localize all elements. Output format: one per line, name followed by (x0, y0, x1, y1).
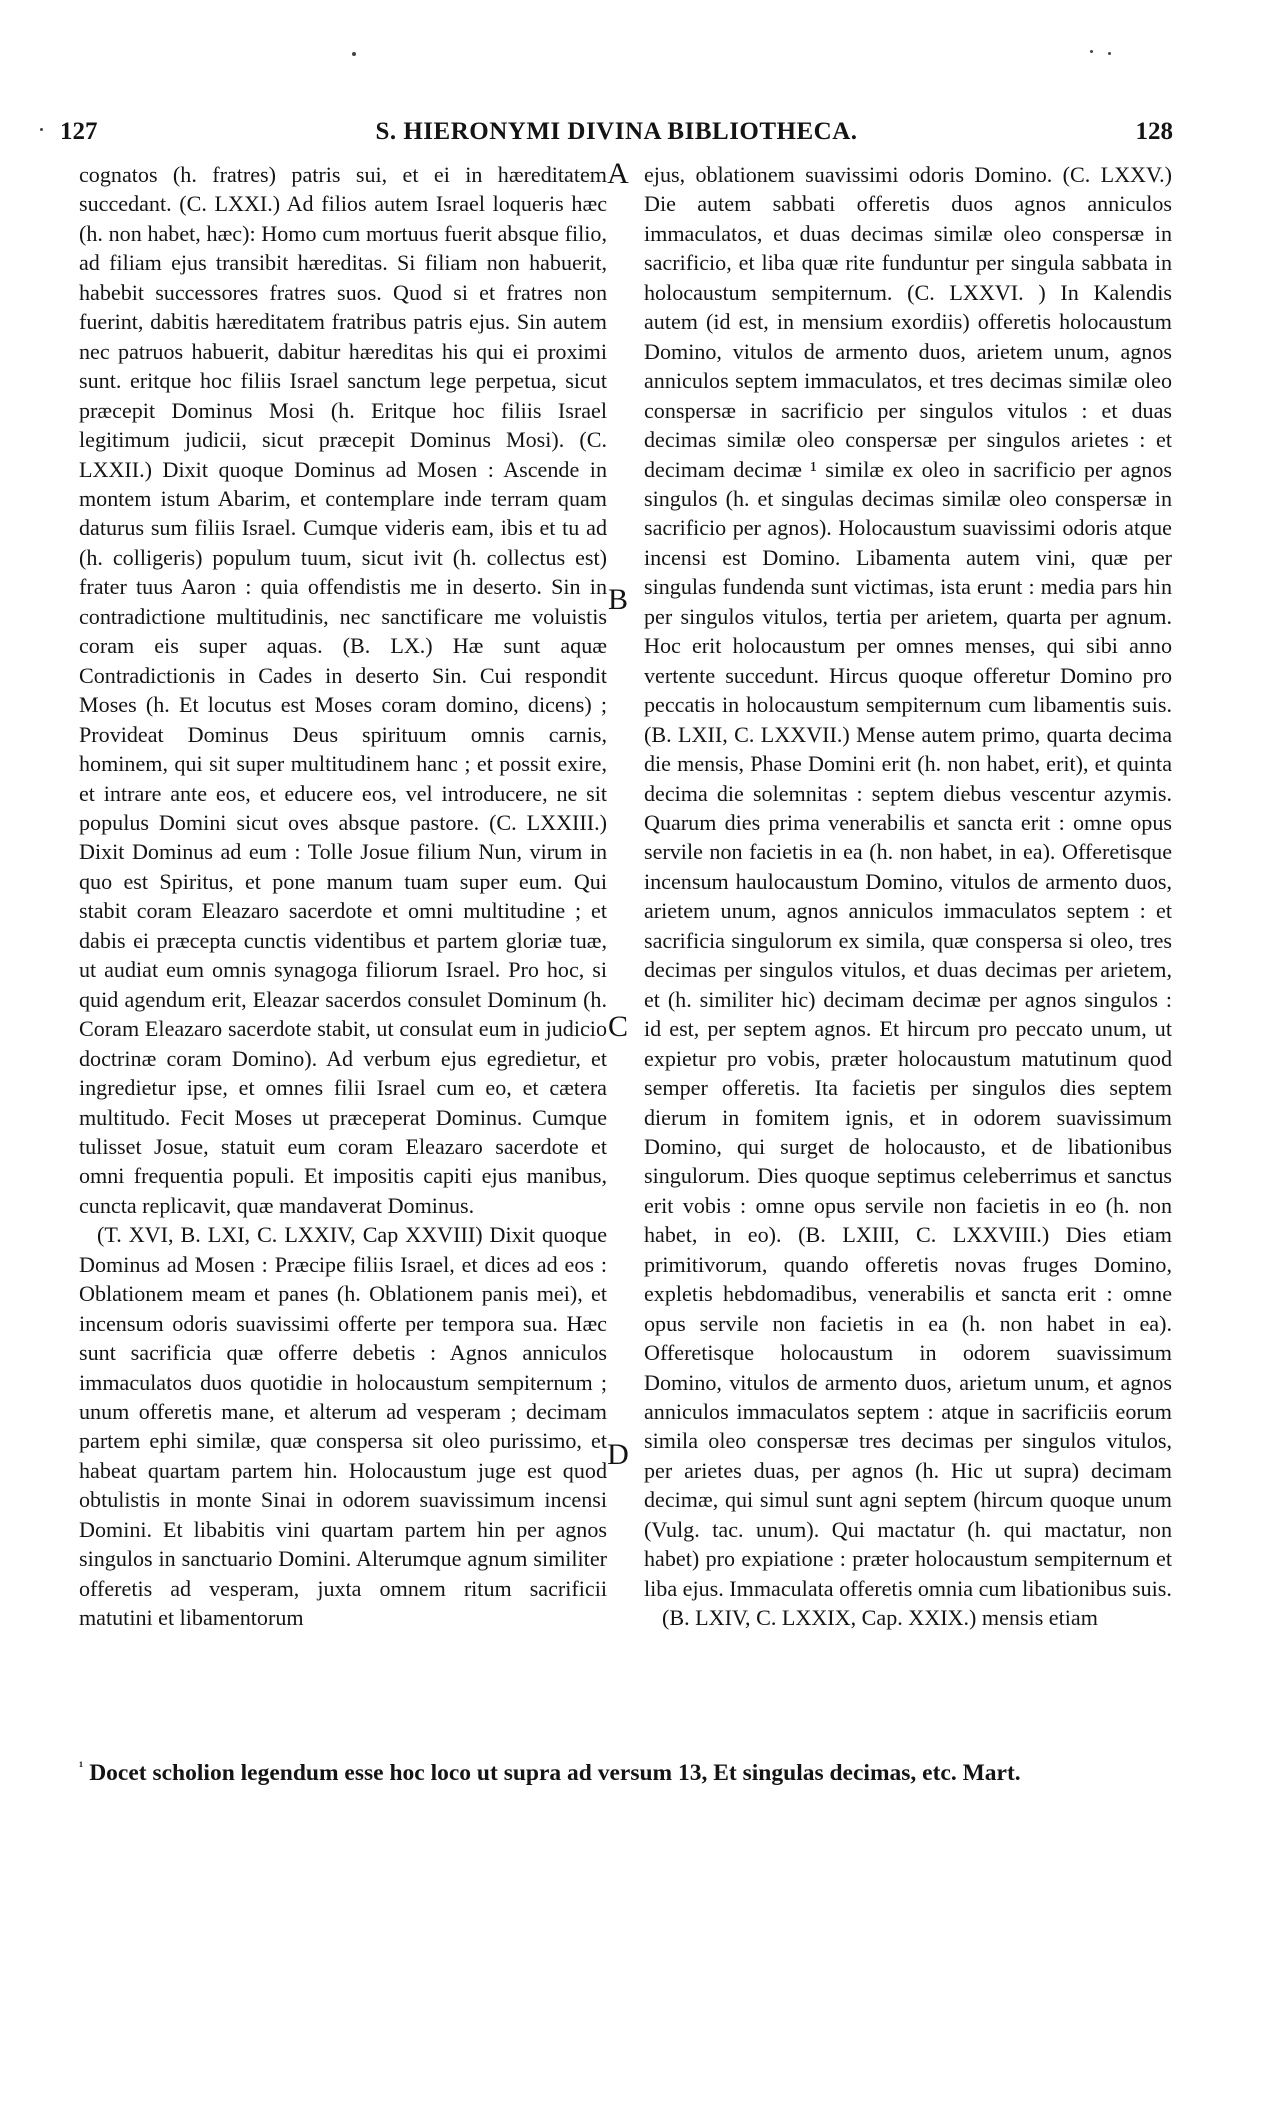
left-paragraph: (T. XVI, B. LXI, C. LXXIV, Cap XXVIII) Dixit quoque Dominus ad Mosen : Præcipe filiis Israel, et dices ad eos : Oblationem meam et panes (h. Oblationem panis mei), et incensum odoris suavissimi offerte per tempora sua. Hæc sunt sacrificia quæ offerre debetis : Agnos anniculos immaculatos duos quotidie in holocaustum sempiternum ; unum offeretis mane, et alterum ad vesperam ; decimam partem ephi similæ, quæ conspersa sit oleo purissimo, et habeat quartam partem hin. Holocaustum juge est quod obtulistis in monte Sinai in odorem suavissimum incensi Domini. Et libabitis vini quartam partem hin per agnos singulos in sanctuario Domini. Alterumque agnum similiter offeretis ad vesperam, juxta omnem ritum sacrificii matutini et libamentorum (79, 1222, 607, 1631)
footnote (79, 1753, 1172, 1788)
margin-marker-c: C (607, 1010, 628, 1043)
margin-marker-b: B (607, 583, 628, 616)
right-page-number: 128 (1135, 118, 1173, 145)
right-column (644, 160, 1172, 1633)
print-speck (40, 128, 43, 131)
left-page-number: 127 (60, 118, 98, 145)
right-paragraph: (B. LXIV, C. LXXIX, Cap. XXIX.) mensis etiam (662, 1605, 1098, 1631)
running-title: S. HIERONYMI DIVINA BIBLIOTHECA. (375, 118, 858, 145)
right-paragraph: ejus, oblationem suavissimi odoris Domino. (C. LXXV.) Die autem sabbati offeretis duos agnos anniculos immaculatos, et duas decimas similæ oleo conspersæ in sacrificio, et liba quæ rite funduntur per singula sabbata in holocaustum sempiternum. (C. LXXVI. ) In Kalendis autem (id est, in mensium exordiis) offeretis holocaustum Domino, vitulos de armento duos, arietem unum, agnos anniculos septem immaculatos, et tres decimas similæ oleo conspersæ in sacrificio per singulos vitulos : et duas decimas similæ oleo conspersæ per singulos arietes : et decimam decimæ ¹ similæ ex oleo in sacrificio per agnos singulos (h. et singulas decimas similæ oleo conspersæ in sacrificio per agnos). Holocaustum suavissimi odoris atque incensi est Domino. Libamenta autem vini, quæ per singulas fundenda sunt victimas, ista erunt : media pars hin per singulos vitulos, tertia per arietem, quarta per agnum. Hoc erit holocaustum per omnes menses, qui sibi anno vertente succedunt. Hircus quoque offeretur Domino pro peccatis in holocaustum sempiternum cum libamentis suis. (B. LXII, C. LXXVII.) Mense autem primo, quarta decima die mensis, Phase Domini erit (h. non habet, erit), et quinta decima die solemnitas : septem diebus vescentur azymis. Quarum dies prima venerabilis et sancta erit : omne opus servile non facietis in ea (h. non habet, in ea). Offeretisque incensum haulocaustum Domino, vitulos de armento duos, arietem unum, agnos anniculos immaculatos septem : et sacrificia singulorum ex simila, quæ conspersa si oleo, tres decimas per singulos vitulos, et duas decimas per arietem, et (h. similiter hic) decimam decimæ per agnos singulos : id est, per septem agnos. Et hircum pro peccato unum, ut expietur pro vobis, præter holocaustum matutinum quod semper offeretis. Ita facietis per singulos dies septem dierum in fomitem ignis, et in odorem suavissimum Domino, qui surget de holocausto, et de libationibus singulorum. Dies quoque septimus celeberrimus et sanctus erit vobis : omne opus servile non facietis in eo (h. non habet, in eo). (B. LXIII, C. LXXVIII.) Dies etiam primitivorum, quando offeretis novas fruges Domino, expletis hebdomadibus, venerabilis et sancta erit : omne opus servile non facietis in ea (h. non habet in ea). Offeretisque holocaustum in odorem suavissimum Domino, vitulos de armento duos, arietum unum, et agnos anniculos immaculatos septem : atque in sacrificiis eorum simila oleo conspersæ tres decimas per singulos vitulos, per arietes duas, per agnos (h. Hic ut supra) decimam decimæ, qui simul sunt agni septem (hircum quoque unum (Vulg. tac. unum). Qui mactatur (h. qui mactatur, non habet) pro expiatione : præter holocaustum sempiternum et liba ejus. Immaculata offeretis omnia cum libationibus suis. (644, 162, 1172, 1601)
print-speck (352, 52, 356, 56)
footnote-text: Docet scholion legendum esse hoc loco ut supra ad versum 13, Et singulas decimas, etc. Mart. (89, 1759, 1021, 1786)
left-paragraph: cognatos (h. fratres) patris sui, et ei in hæreditatem succedant. (C. LXXI.) Ad filios autem Israel loqueris hæc (h. non habet, hæc): Homo cum mortuus fuerit absque filio, ad filiam ejus transibit hæreditas. Si filiam non habuerit, habebit successores fratres suos. Quod si et fratres non fuerint, dabitis hæreditatem fratribus patris ejus. Sin autem nec patruos habuerit, dabitur hæreditas his qui ei proximi sunt. eritque hoc filiis Israel sanctum lege perpetua, sicut præcepit Dominus Mosi (h. Eritque hoc filiis Israel legitimum judicii, sicut præcepit Dominus Mosi). (C. LXXII.) Dixit quoque Dominus ad Mosen : Ascende in montem istum Abarim, et contemplare inde terram quam daturus sum filiis Israel. Cumque videris eam, ibis et tu ad (h. colligeris) populum tuum, sicut ivit (h. collectus est) frater tuus Aaron : quia offendistis me in deserto. Sin in contradictione multitudinis, nec sanctificare me voluistis coram eis super aquas. (B. LX.) Hæ sunt aquæ Contradictionis in Cades in deserto Sin. Cui respondit Moses (h. Et locutus est Moses coram domino, dicens) ; Provideat Dominus Deus spirituum omnis carnis, hominem, qui sit super multitudinem hanc ; et possit exire, et intrare ante eos, et educere eos, vel introducere, ne sit populus Domini sicut oves absque pastore. (C. LXXIII.) Dixit Dominus ad eum : Tolle Josue filium Nun, virum in quo est Spiritus, et pone manum tuam super eum. Qui stabit coram Eleazaro sacerdote et omni multitudine ; et dabis ei præcepta cunctis videntibus et partem gloriæ tuæ, ut audiat eum omnis synagoga filiorum Israel. Pro hoc, si quid agendum erit, Eleazar sacerdos consulet Dominum (h. Coram Eleazaro sacerdote stabit, ut consulat eum in judicio doctrinæ coram Domino). Ad verbum ejus egredietur, et ingredietur ipse, et omnes filii Israel cum eo, et cætera multitudo. Fecit Moses ut præceperat Dominus. Cumque tulisset Josue, statuit eum coram Eleazaro sacerdote et omni frequentia populi. Et impositis capiti ejus manibus, cuncta replicavit, quæ mandaverat Dominus. (79, 162, 607, 1218)
footnote-mark: ¹ (79, 1760, 84, 1775)
margin-marker-a: A (607, 157, 629, 190)
running-header (60, 118, 1173, 158)
print-speck (1090, 50, 1093, 53)
print-speck (1108, 52, 1111, 55)
left-column (79, 160, 607, 1633)
margin-marker-d: D (607, 1438, 629, 1471)
